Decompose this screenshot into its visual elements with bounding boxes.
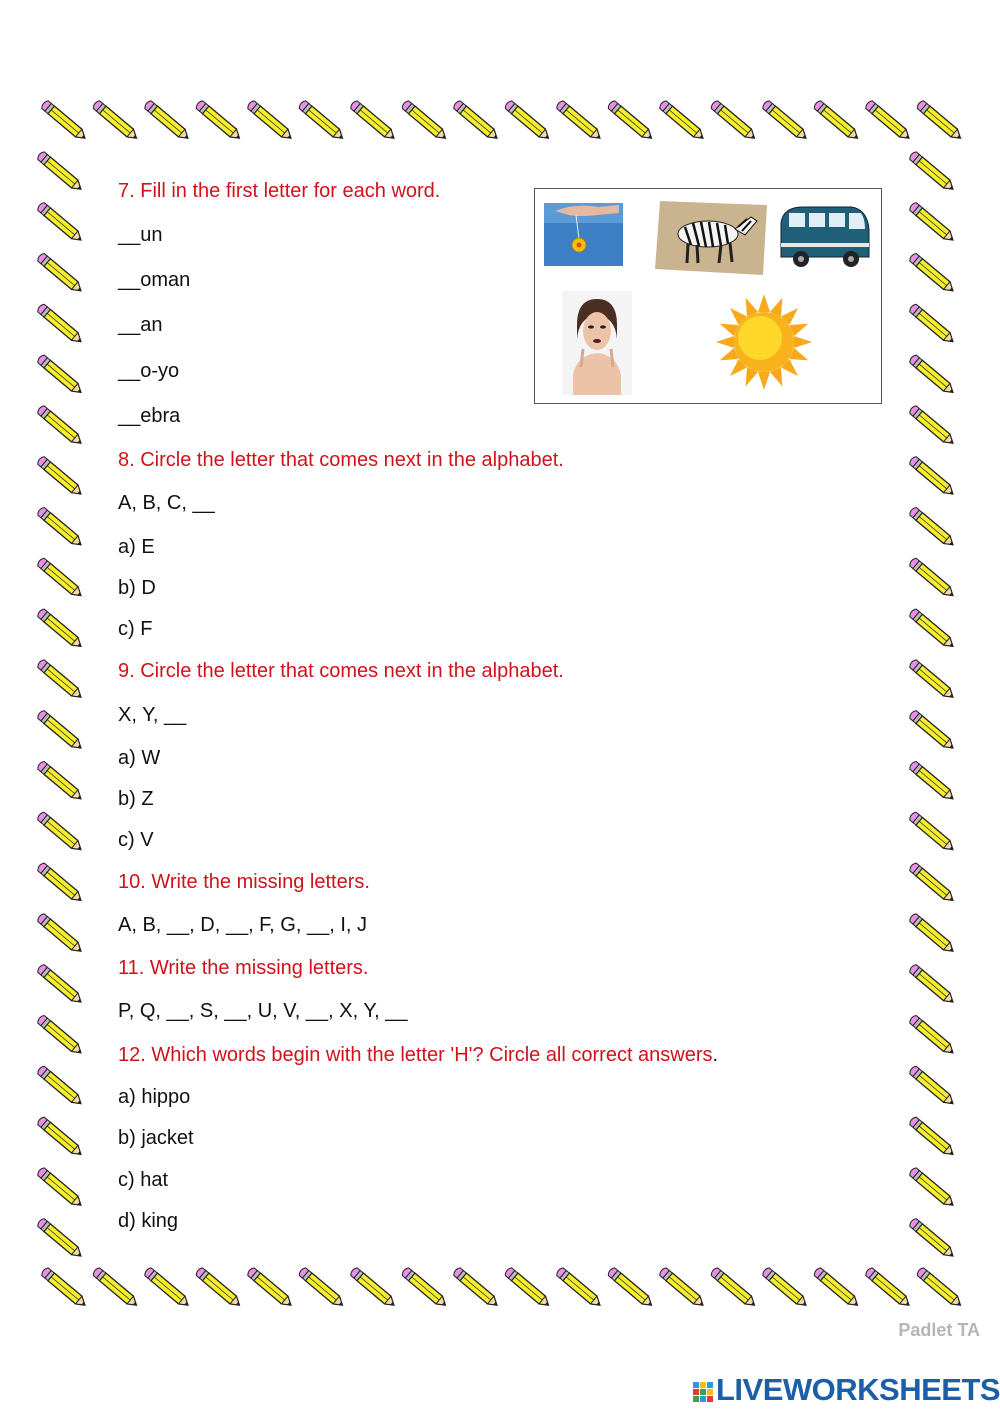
pencil-icon	[36, 557, 84, 599]
pencil-icon	[504, 100, 552, 142]
zebra-picture	[655, 201, 767, 275]
yoyo-picture	[544, 203, 623, 266]
pencil-icon	[92, 1267, 140, 1309]
pencil-icon	[908, 252, 956, 294]
pencil-icon	[908, 506, 956, 548]
pencil-icon	[908, 659, 956, 701]
q12-option-d[interactable]: d) king	[118, 1210, 179, 1232]
pencil-icon	[658, 100, 706, 142]
pencil-icon	[36, 1065, 84, 1107]
q7-word-woman: __oman	[118, 269, 191, 291]
q12-option-a[interactable]: a) hippo	[118, 1086, 191, 1108]
pencil-icon	[710, 1267, 758, 1309]
q7-word-yoyo: __o-yo	[118, 360, 180, 382]
q12-title-text: 12. Which words begin with the letter 'H'? Circle all correct answers	[118, 1044, 713, 1066]
pencil-icon	[504, 1267, 552, 1309]
pencil-icon	[298, 100, 346, 142]
pencil-icon	[908, 1116, 956, 1158]
pencil-icon	[908, 303, 956, 345]
sun-ray	[758, 294, 770, 312]
pencil-icon	[36, 405, 84, 447]
pencil-icon	[908, 811, 956, 853]
question-12-title	[118, 1043, 718, 1067]
pencil-icon	[36, 659, 84, 701]
question-11-title: 11. Write the missing letters.	[118, 957, 369, 979]
pencil-icon	[401, 1267, 449, 1309]
pencil-icon	[36, 151, 84, 193]
pencil-icon	[908, 151, 956, 193]
pencil-icon	[36, 760, 84, 802]
pencil-icon	[761, 100, 809, 142]
pencil-icon	[40, 1267, 88, 1309]
pencil-icon	[908, 354, 956, 396]
q7-word-van: __an	[118, 314, 163, 336]
pencil-icon	[143, 1267, 191, 1309]
pencil-icon	[349, 1267, 397, 1309]
pencil-icon	[36, 303, 84, 345]
liveworksheets-logo	[692, 1374, 1000, 1406]
q12-title-period: .	[712, 1044, 719, 1066]
pencil-icon	[36, 455, 84, 497]
question-7-title: 7. Fill in the first letter for each word.	[118, 180, 441, 202]
q9-prompt: X, Y, __	[118, 704, 187, 726]
pencil-icon	[864, 1267, 912, 1309]
q12-option-b[interactable]: b) jacket	[118, 1127, 194, 1149]
pencil-icon	[195, 1267, 243, 1309]
pencil-icon	[555, 100, 603, 142]
pencil-icon	[864, 100, 912, 142]
pencil-icon	[298, 1267, 346, 1309]
pencil-icon	[36, 1217, 84, 1259]
q8-option-a[interactable]: a) E	[118, 536, 155, 558]
pencil-icon	[813, 1267, 861, 1309]
pencil-icon	[908, 1014, 956, 1056]
pencil-icon	[452, 1267, 500, 1309]
pencil-icon	[813, 100, 861, 142]
pencil-icon	[36, 811, 84, 853]
pencil-icon	[607, 100, 655, 142]
pencil-icon	[36, 354, 84, 396]
liveworksheets-icon	[692, 1376, 714, 1404]
q7-picture-box	[534, 188, 882, 404]
pencil-icon	[908, 760, 956, 802]
pencil-icon	[349, 100, 397, 142]
pencil-icon	[908, 557, 956, 599]
pencil-icon	[908, 608, 956, 650]
pencil-icon	[908, 1167, 956, 1209]
pencil-icon	[908, 1217, 956, 1259]
question-10-title: 10. Write the missing letters.	[118, 871, 370, 893]
pencil-icon	[40, 100, 88, 142]
pencil-icon	[36, 1014, 84, 1056]
padlet-watermark: Padlet TA	[898, 1320, 980, 1340]
pencil-icon	[36, 963, 84, 1005]
pencil-icon	[908, 405, 956, 447]
pencil-icon	[36, 709, 84, 751]
q7-word-sun: __un	[118, 224, 163, 246]
pencil-icon	[916, 1267, 964, 1309]
pencil-icon	[36, 913, 84, 955]
pencil-icon	[143, 100, 191, 142]
pencil-icon	[658, 1267, 706, 1309]
woman-picture	[562, 291, 632, 395]
pencil-icon	[246, 100, 294, 142]
q7-word-zebra: __ebra	[118, 405, 181, 427]
q9-option-c[interactable]: c) V	[118, 829, 154, 851]
liveworksheets-wordmark: LIVEWORKSHEETS	[716, 1372, 1000, 1407]
pencil-icon	[908, 1065, 956, 1107]
q11-prompt[interactable]: P, Q, __, S, __, U, V, __, X, Y, __	[118, 1000, 408, 1022]
pencil-icon	[452, 100, 500, 142]
sun-ray	[794, 336, 812, 348]
pencil-icon	[761, 1267, 809, 1309]
question-8-title: 8. Circle the letter that comes next in the alphabet.	[118, 449, 564, 471]
q8-prompt: A, B, C, __	[118, 492, 215, 514]
pencil-icon	[908, 455, 956, 497]
sun-ray	[716, 336, 734, 348]
pencil-icon	[916, 100, 964, 142]
q8-option-b[interactable]: b) D	[118, 577, 156, 599]
pencil-icon	[36, 506, 84, 548]
pencil-icon	[908, 913, 956, 955]
pencil-icon	[710, 100, 758, 142]
q12-option-c[interactable]: c) hat	[118, 1169, 169, 1191]
pencil-icon	[36, 1167, 84, 1209]
pencil-icon	[36, 862, 84, 904]
pencil-icon	[555, 1267, 603, 1309]
sun-ray	[758, 372, 770, 390]
van-picture	[781, 207, 869, 267]
question-9-title: 9. Circle the letter that comes next in the alphabet.	[118, 660, 564, 682]
pencil-icon	[36, 252, 84, 294]
pencil-icon	[908, 201, 956, 243]
pencil-icon	[36, 608, 84, 650]
pencil-icon	[607, 1267, 655, 1309]
pencil-icon	[401, 100, 449, 142]
pencil-icon	[195, 100, 243, 142]
pencil-icon	[92, 100, 140, 142]
pencil-icon	[908, 862, 956, 904]
pencil-icon	[908, 963, 956, 1005]
q9-option-b[interactable]: b) Z	[118, 788, 154, 810]
pencil-icon	[246, 1267, 294, 1309]
q10-prompt[interactable]: A, B, __, D, __, F, G, __, I, J	[118, 914, 367, 936]
sun-picture	[716, 294, 812, 390]
q9-option-a[interactable]: a) W	[118, 747, 161, 769]
pencil-icon	[908, 709, 956, 751]
pencil-icon	[36, 201, 84, 243]
q8-option-c[interactable]: c) F	[118, 618, 153, 640]
pencil-icon	[36, 1116, 84, 1158]
